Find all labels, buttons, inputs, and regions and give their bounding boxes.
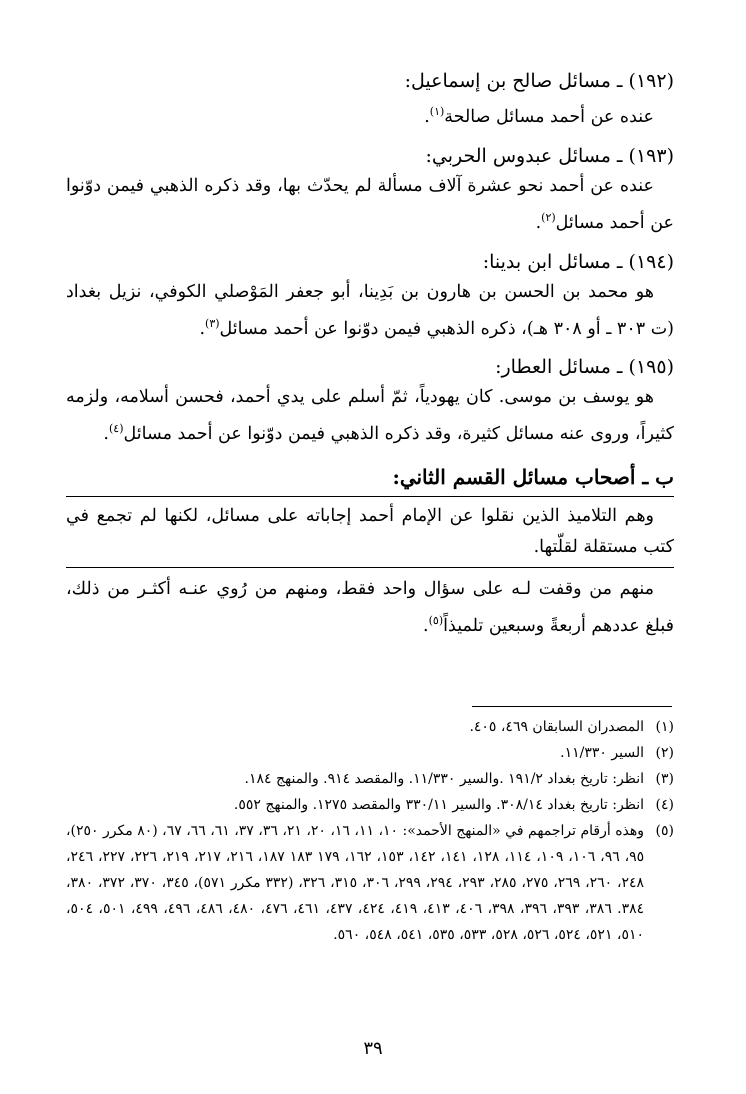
page-number: ٣٩ — [363, 1038, 383, 1059]
footnote-text: انظر: تاريخ بغداد ١٩١/٢ .والسير ١١/٣٣٠. والمقصد ٩١٤. والمنهج ١٨٤. — [244, 771, 644, 787]
main-text — [66, 66, 674, 652]
section-title: ب ـ أصحاب مسائل القسم الثاني: — [66, 460, 674, 497]
entry-195 — [66, 352, 674, 450]
footnote-ref[interactable]: (٤) — [108, 422, 124, 436]
footnote-number: (٤) — [655, 797, 674, 813]
footnote-text: وهذه أرقام تراجمهم في «المنهج الأحمد»: ١٠، ١١، ١٦، ٢٠، ٢١، ٣٦، ٣٧، ٦١، ٦٦، ٦٧، (٨٠ مكرر ٢٥٠)، ٩٥، ٩٦، ١٠٦، ١٠٩، ١١٤، ١٢٨، ١٤١، ١٤٢، ١٥٣، ١٦٢، ١٧٩ ١٨٣ ١٨٧، ٢١٦، ٢١٧، ٢١٩، ٢٢٦، ٢٢٧، ٢٤٦، ٢٤٨، ٢٦٠، ٢٦٩، ٢٧٥، ٢٨٥، ٢٩٣، ٢٩٤، ٢٩٩، ٣٠٦، ٣١٥، ٣٢٦، (٣٣٢ مكرر ٥٧١)، ٣٤٥، ٣٧٠، ٣٧٢، ٣٨٠، ٣٨٤. ٣٨٦، ٣٩٣، ٣٩٦، ٣٩٨، ٤٠٦، ٤١٣، ٤١٩، ٤٢٤، ٤٣٧، ٤٦١، ٤٧٦، ٤٨٠، ٤٨٦، ٤٩٦، ٤٩٩، ٥٠١، ٥٠٤، ٥١٠، ٥٢١، ٥٢٤، ٥٢٦، ٥٢٨، ٥٣٣، ٥٣٥، ٥٤١، ٥٤٨، ٥٦٠. — [66, 823, 645, 943]
entry-194 — [66, 247, 674, 345]
entry-text: هو يوسف بن موسى. كان يهودياً، ثمّ أسلم على يدي أحمد، فحسن أسلامه، ولزمه كثيراً، وروى عنه مسائل كثيرة، وقد ذكره الذهبي فيمن دوّنوا عن أحمد مسائل$^{(٤)}$. — [66, 387, 674, 445]
entry-text: عنده عن أحمد نحو عشرة آلاف مسألة لم يحدّث بها، وقد ذكره الذهبي فيمن دوّنوا عن أحمد مسائل$^{(٢)}$. — [66, 175, 674, 233]
footnote-ref[interactable]: (١) — [429, 105, 445, 118]
section-paragraph: منهم من وقفت لـه على سؤال واحد فقط، ومنهم من رُوي عنـه أكثـر من ذلك، فبلغ عددهم أربعةً وسبعين تلميذاً$^{(٥)}$. — [66, 579, 674, 637]
entry-heading: (١٩٣) ـ مسائل عبدوس الحربي: — [425, 144, 674, 167]
entry-heading: (١٩٥) ـ مسائل العطار: — [495, 356, 674, 379]
footnote-separator — [472, 706, 672, 707]
footnote — [66, 740, 674, 766]
entry-text: هو محمد بن الحسن بن هارون بن بَدِينا، أبو جعفر المَوْصلي الكوفي، نزيل بغداد (ت ٣٠٣ ـ أو ٣٠٨ هـ)، ذكره الذهبي فيمن دوّنوا عن أحمد مسائل$^{(٣)}$. — [66, 281, 674, 339]
footnotes — [66, 714, 674, 948]
entry-heading: (١٩٢) ـ مسائل صالح بن إسماعيل: — [404, 70, 674, 92]
footnote-text: المصدران السابقان ٤٦٩، ٤٠٥. — [469, 719, 644, 735]
section-paragraph: وهم التلاميذ الذين نقلوا عن الإمام أحمد إجاباته على مسائل، لكنها لم تجمع في كتب مستقلة لقلّتها. — [66, 501, 674, 568]
footnote-number: (٣) — [655, 771, 674, 787]
entry-text: عنده عن أحمد مسائل صالحة$^{(١)}$. — [424, 105, 654, 127]
footnote-number: (٥) — [655, 823, 674, 839]
footnote-text: السير ١١/٣٣٠. — [560, 745, 644, 761]
entry-193 — [66, 141, 674, 239]
entry-192 — [66, 66, 674, 133]
footnote-text: انظر: تاريخ بغداد ٣٠٨/١٤. والسير ٣٣٠/١١ والمقصد ١٢٧٥. والمنهج ٥٥٢. — [233, 797, 644, 813]
footnote-ref[interactable]: (٣) — [205, 316, 220, 330]
footnote — [66, 714, 674, 740]
footnote-number: (٢) — [655, 745, 674, 761]
footnote — [66, 766, 674, 792]
entry-heading: (١٩٤) ـ مسائل ابن بدينا: — [482, 250, 674, 273]
footnote — [66, 792, 674, 818]
footnote-ref[interactable]: (٥) — [428, 614, 444, 628]
footnote — [66, 818, 674, 948]
footnote-ref[interactable]: (٢) — [541, 210, 556, 224]
footnote-number: (١) — [655, 719, 674, 735]
